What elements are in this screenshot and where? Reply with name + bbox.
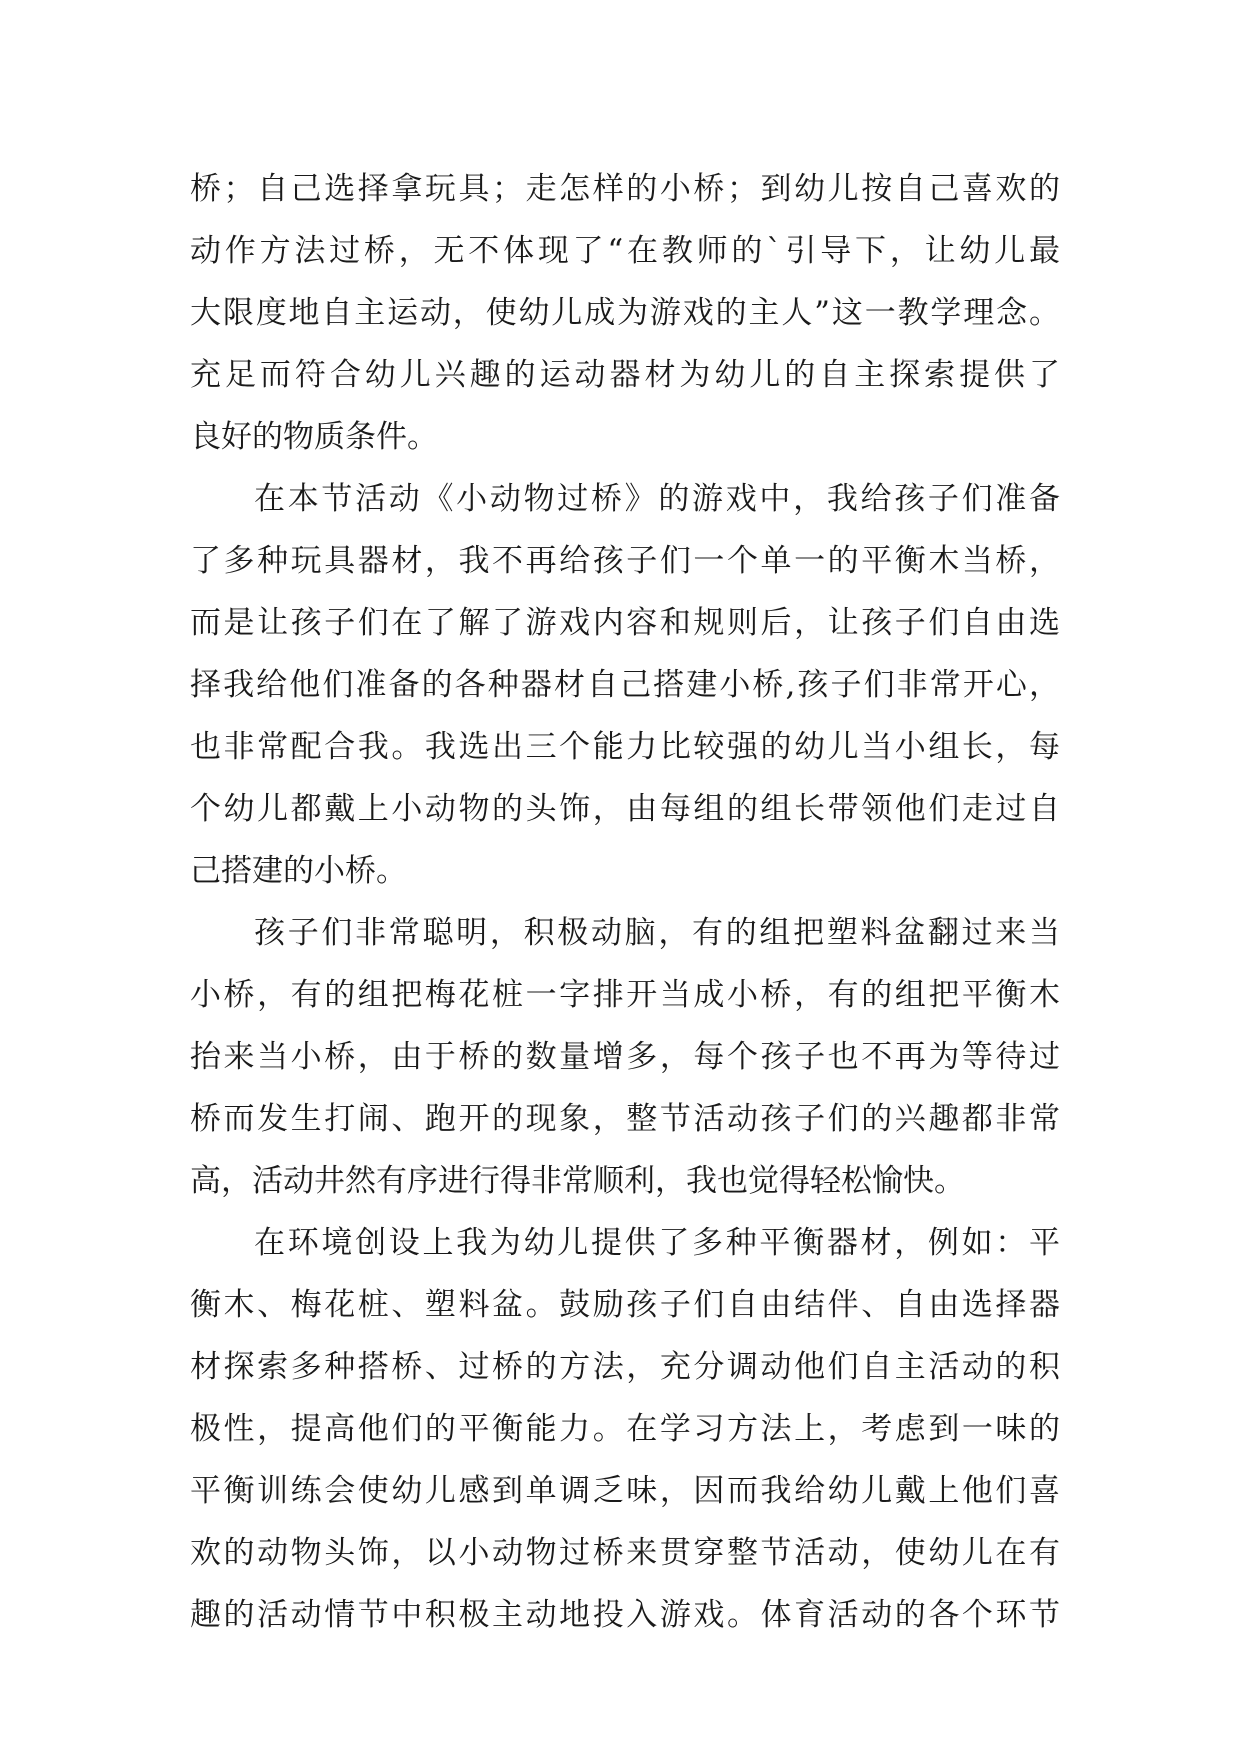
text-line: 趣的活动情节中积极主动地投入游戏。体育活动的各个环节	[190, 1597, 1060, 1633]
text-line: 抬来当小桥，由于桥的数量增多，每个孩子也不再为等待过	[190, 1039, 1060, 1075]
text-line: 在环境创设上我为幼儿提供了多种平衡器材，例如：平	[254, 1225, 1060, 1261]
text-line: 动作方法过桥，无不体现了“在教师的`引导下，让幼儿最	[190, 233, 1060, 269]
text-line: 小桥，有的组把梅花桩一字排开当成小桥，有的组把平衡木	[190, 977, 1060, 1013]
text-line: 欢的动物头饰，以小动物过桥来贯穿整节活动，使幼儿在有	[190, 1535, 1060, 1571]
text-line: 衡木、梅花桩、塑料盆。鼓励孩子们自由结伴、自由选择器	[190, 1287, 1060, 1323]
text-line: 而是让孩子们在了解了游戏内容和规则后，让孩子们自由选	[190, 605, 1060, 641]
body-text	[190, 158, 1060, 1646]
text-line: 高，活动井然有序进行得非常顺利，我也觉得轻松愉快。	[190, 1163, 965, 1199]
text-line: 平衡训练会使幼儿感到单调乏味，因而我给幼儿戴上他们喜	[190, 1473, 1060, 1509]
text-line: 良好的物质条件。	[190, 419, 438, 455]
text-line: 材探索多种搭桥、过桥的方法，充分调动他们自主活动的积	[190, 1349, 1060, 1385]
text-line: 极性，提高他们的平衡能力。在学习方法上，考虑到一味的	[190, 1411, 1060, 1447]
text-line: 孩子们非常聪明，积极动脑，有的组把塑料盆翻过来当	[254, 915, 1060, 951]
text-line: 己搭建的小桥。	[190, 853, 407, 889]
text-line: 充足而符合幼儿兴趣的运动器材为幼儿的自主探索提供了	[190, 357, 1060, 393]
text-line: 也非常配合我。我选出三个能力比较强的幼儿当小组长，每	[190, 729, 1060, 765]
text-line: 了多种玩具器材，我不再给孩子们一个单一的平衡木当桥，	[190, 543, 1060, 579]
text-line: 择我给他们准备的各种器材自己搭建小桥,孩子们非常开心，	[190, 667, 1060, 703]
text-line: 桥而发生打闹、跑开的现象，整节活动孩子们的兴趣都非常	[190, 1101, 1060, 1137]
text-line: 大限度地自主运动，使幼儿成为游戏的主人”这一教学理念。	[190, 295, 1060, 331]
text-line: 在本节活动《小动物过桥》的游戏中，我给孩子们准备	[254, 481, 1060, 517]
text-line: 桥；自己选择拿玩具；走怎样的小桥；到幼儿按自己喜欢的	[190, 171, 1060, 207]
text-line: 个幼儿都戴上小动物的头饰，由每组的组长带领他们走过自	[190, 791, 1060, 827]
